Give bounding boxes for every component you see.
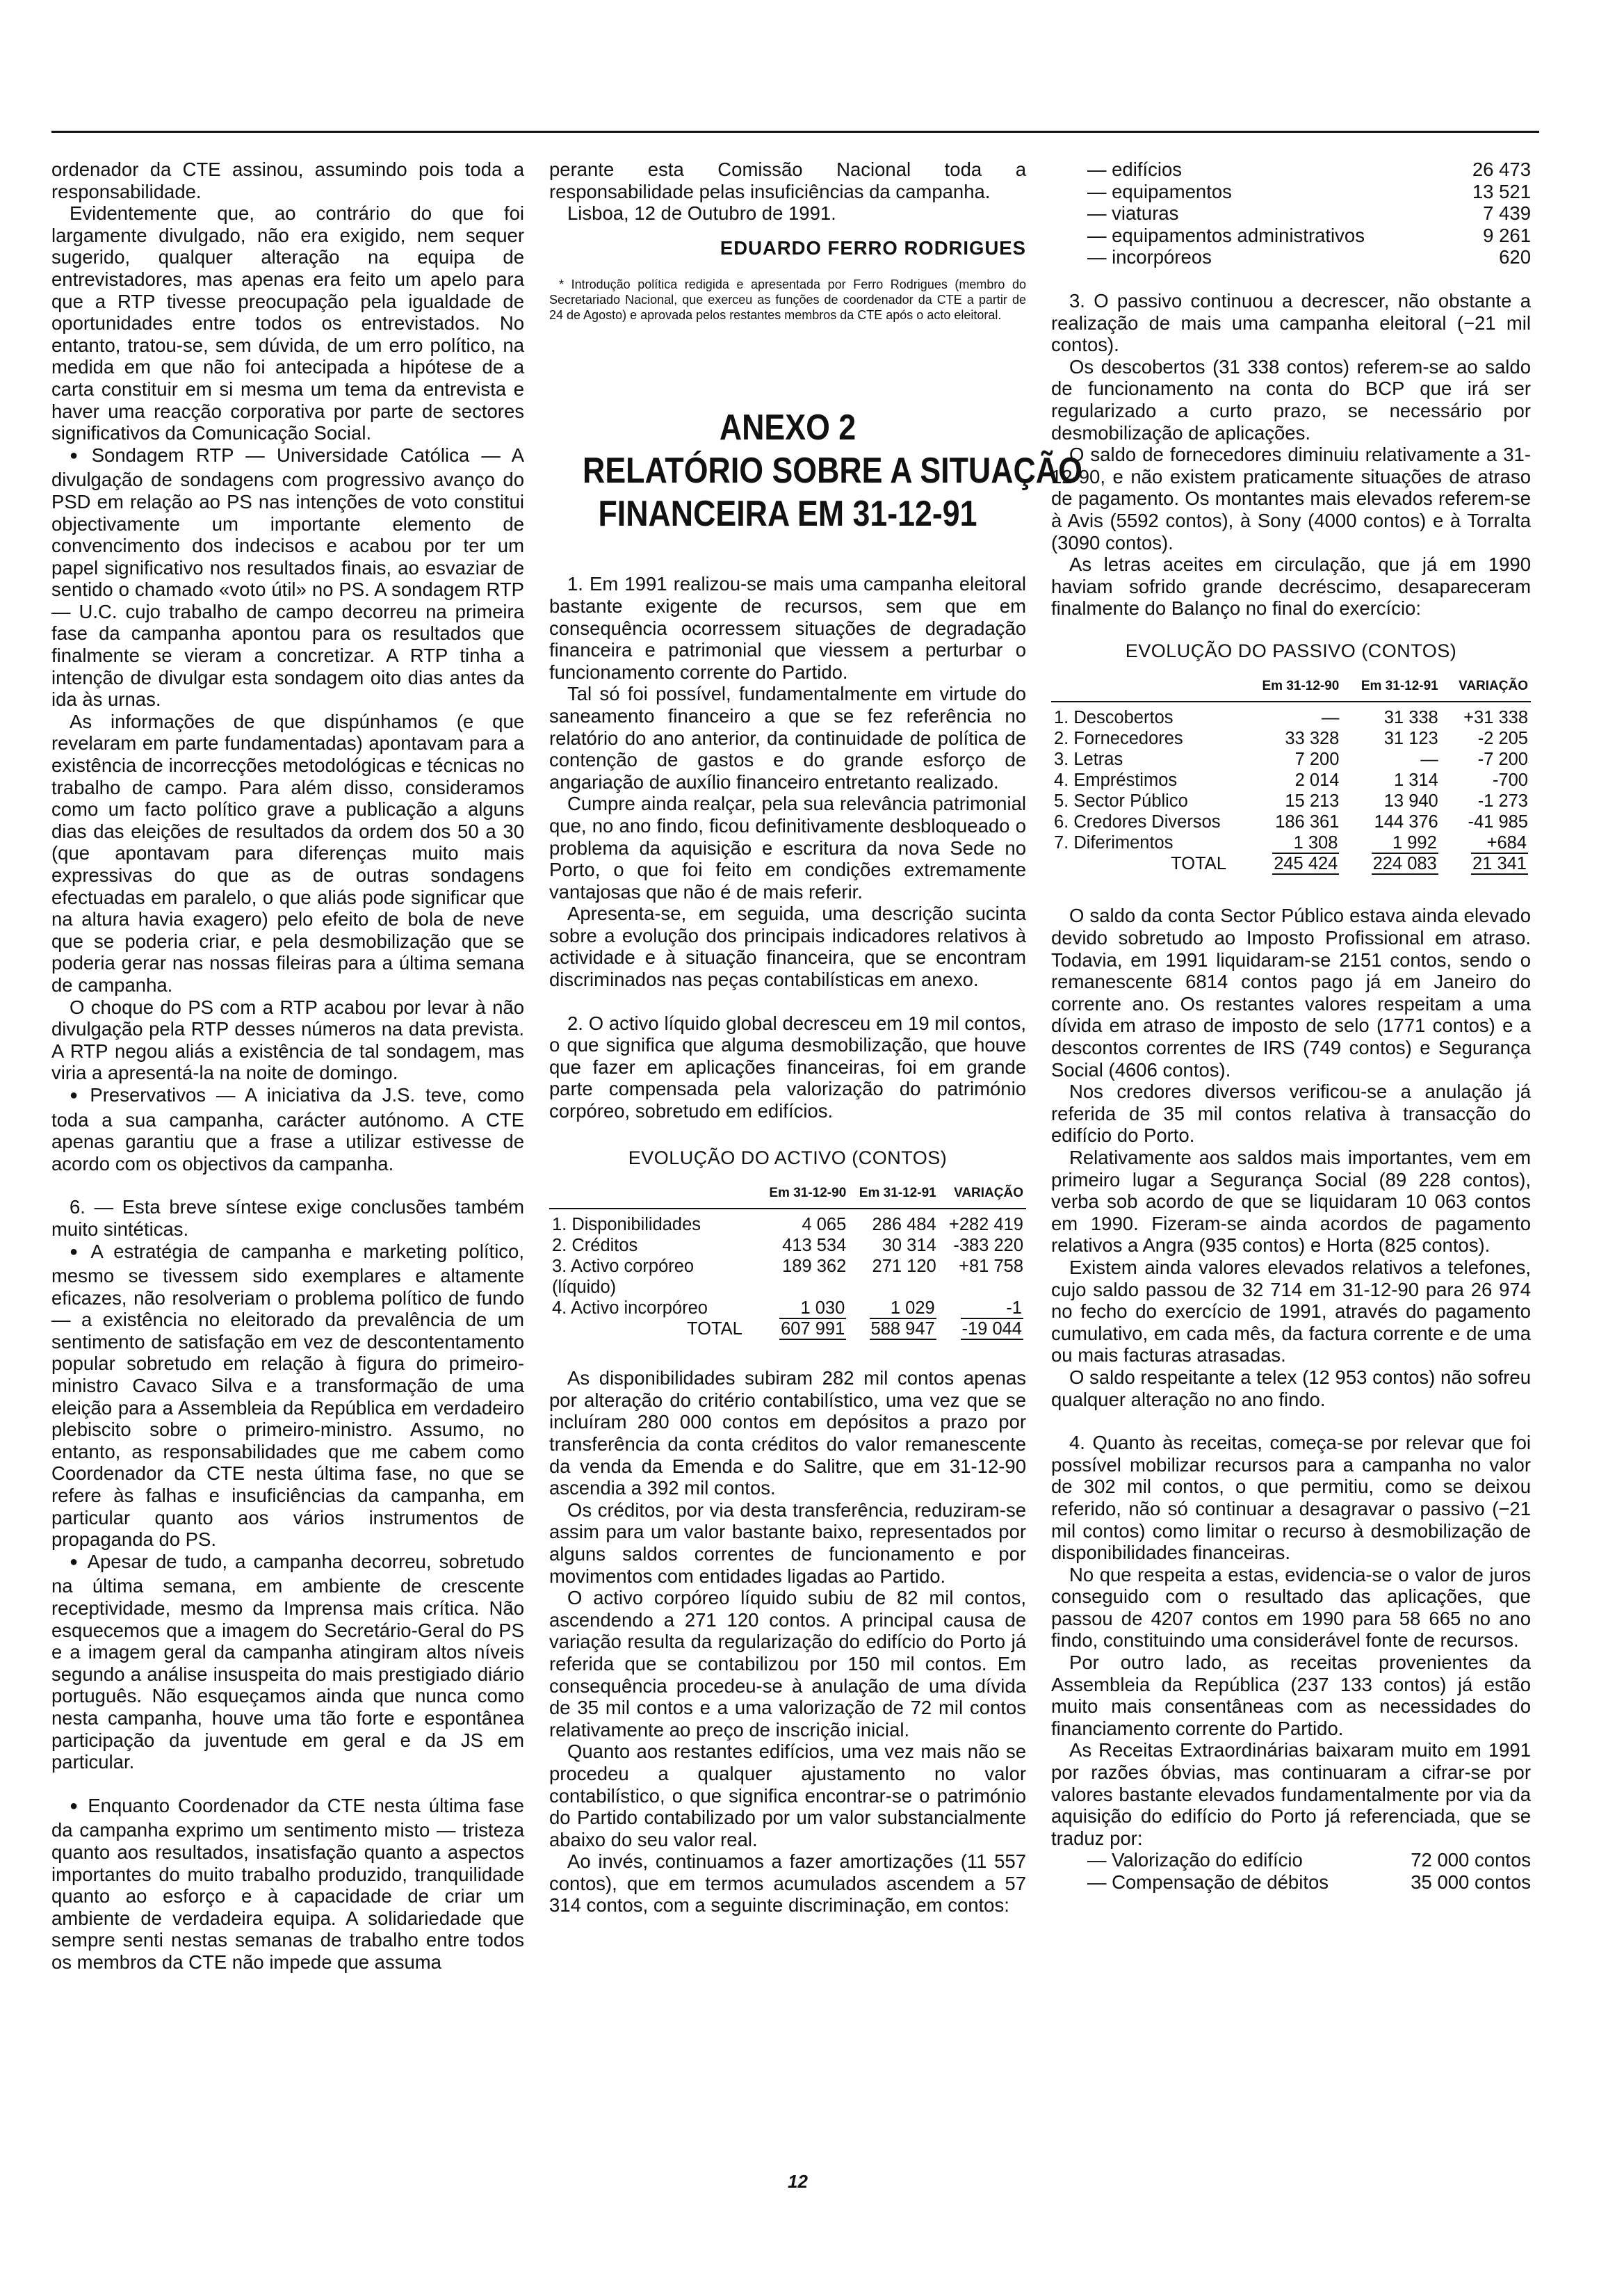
table-total-row xyxy=(549,1318,1026,1339)
paragraph: As Receitas Extraordinárias baixaram muito em 1991 por razões óbvias, mas continuaram a cifrar-se por valores bastante elevados fundamentalmente por via da aquisição do edifício do Porto já referenciada, que se traduz por: xyxy=(1051,1739,1531,1849)
row-label: 3. Letras xyxy=(1054,750,1123,770)
paragraph: perante esta Comissão Nacional toda a responsabilidade pelas insuficiências da campanha. xyxy=(549,159,1026,202)
column-3 xyxy=(1051,159,1531,1894)
table-row xyxy=(1051,707,1531,728)
table-row xyxy=(549,1256,1026,1298)
table-row xyxy=(549,1298,1026,1318)
table-header: Em 31-12-91 xyxy=(849,1183,939,1209)
list-item: — Compensação de débitos 35 000 contos xyxy=(1087,1871,1531,1893)
cell: — xyxy=(1420,750,1438,770)
paragraph: As disponibilidades subiram 282 mil contos apenas por alteração do critério contabilístico, uma vez que se incluíram 280 000 contos em depósitos a prazo por transferência da conta créditos do valor remanescente da venda da Emenda e do Salitre, que em 31-12-90 ascendia a 392 mil contos. xyxy=(549,1367,1026,1499)
row-label: 2. Fornecedores xyxy=(1054,729,1183,749)
cell: 245 424 xyxy=(1274,854,1338,874)
cell: -7 200 xyxy=(1477,750,1528,770)
paragraph: Nos credores diversos verificou-se a anulação já referida de 35 mil contos relativa à transacção do edifício do Porto. xyxy=(1051,1081,1531,1147)
cell: 588 947 xyxy=(870,1319,935,1339)
cell: -41 985 xyxy=(1468,812,1528,832)
list-item: — Valorização do edifício 72 000 contos xyxy=(1087,1849,1531,1871)
paragraph: No que respeita a estas, evidencia-se o valor de juros conseguido com o resultado das aplicações, que passou de 4207 contos em 1990 para 58 665 no ano findo, constituindo uma considerável fonte de recursos. xyxy=(1051,1563,1531,1652)
section-paragraph: 2. O activo líquido global decresceu em 19 mil contos, o que significa que alguma desmobilização, que houve que fazer em aplicações financeiras, foi em grande parte compensada pela valorização do património corpóreo, sobretudo em edifícios. xyxy=(549,1012,1026,1122)
row-label: 5. Sector Público xyxy=(1054,791,1188,812)
bullet-paragraph: ● A estratégia de campanha e marketing político, mesmo se tivessem sido exemplares e altamente eficazes, não resolveriam o problema político de fundo — a existência no eleitorado da prevalência de um sentimento de satisfação em vez de descontentamento popular sobretudo em relação à figura do primeiro-ministro Cavaco Silva e a transformação de uma eleição para a Assembleia da República em verdadeiro plebiscito sobre o primeiro-ministro. Assumo, no entanto, as responsabilidades que me cabem como Coordenador da CTE nesta última fase, no que se refere às falhas e insuficiências da campanha, em particular quanto aos vários instrumentos de propaganda do PS. xyxy=(51,1241,524,1551)
cell: 186 361 xyxy=(1275,812,1340,832)
table-row xyxy=(1051,791,1531,812)
paragraph: As informações de que dispúnhamos (e que revelaram em parte fundamentadas) apontavam para a existência de incorrecções metodológicas e técnicas no trabalho de campo. Para além disso, consideramos como um facto político grave a publicação a alguns dias das eleições de resultados da ordem dos 50 a 30 (que apontavam para diferenças muito mais expressivas do que as de outras sondagens efectuadas em paralelo, o que aliás pode significar que na altura havia exagero) pelo efeito de bola de neve que se poderia criar, e pela desmobilização que se poderia gerar nas nossas fileiras para a última semana de campanha. xyxy=(51,710,524,996)
cell: -2 205 xyxy=(1477,729,1528,749)
annex-title-line: FINANCEIRA EM 31-12-91 xyxy=(598,494,977,535)
cell: 33 328 xyxy=(1285,729,1340,749)
annex-heading xyxy=(583,406,1082,535)
footnote: * Introdução política redigida e apresentada por Ferro Rodrigues (membro do Secretariado Nacional, que exerceu as funções de coordenador da CTE a partir de 24 de Agosto) e aprovada pelos restantes membros da CTE após o acto eleitoral. xyxy=(549,277,1026,323)
signature: EDUARDO FERRO RODRIGUES xyxy=(720,236,1026,259)
cell: 413 534 xyxy=(782,1236,847,1256)
table-row xyxy=(1051,812,1531,832)
table-row xyxy=(1051,832,1531,853)
table-header: VARIAÇÃO xyxy=(1441,676,1531,702)
cell: 286 484 xyxy=(872,1215,936,1235)
table-total-row xyxy=(1051,853,1531,874)
paragraph: 1. Em 1991 realizou-se mais uma campanha eleitoral bastante exigente de recursos, sem que em consequência ocorressem situações de degradação financeira e patrimonial que viessem a perturbar o funcionamento corrente do Partido. xyxy=(549,573,1026,683)
cell: 31 338 xyxy=(1383,708,1438,728)
list-item: — viaturas 7 439 xyxy=(1087,202,1531,225)
section-paragraph: 6. — Esta breve síntese exige conclusões também muito sintéticas. xyxy=(51,1196,524,1240)
row-label: 1. Disponibilidades xyxy=(552,1215,701,1235)
paragraph: Ao invés, continuamos a fazer amortizações (11 557 contos), que em termos acumulados ascendem a 57 314 contos, com a seguinte discriminação, em contos: xyxy=(549,1850,1026,1916)
paragraph: Os créditos, por via desta transferência, reduziram-se assim para um valor bastante baixo, representados por alguns saldos correntes de funcionamento e por movimentos com entidades ligadas ao Partido. xyxy=(549,1499,1026,1587)
paragraph: O saldo de fornecedores diminuiu relativamente a 31-12-90, e não existem praticamente situações de atraso de pagamento. Os montantes mais elevados referem-se à Avis (5592 contos), à Sony (4000 contos) e à Torralta (3090 contos). xyxy=(1051,444,1531,554)
table-row xyxy=(1051,770,1531,791)
list-item: — edifícios 26 473 xyxy=(1087,159,1531,180)
cell: 31 123 xyxy=(1383,729,1438,749)
paragraph: Cumpre ainda realçar, pela sua relevância patrimonial que, no ano findo, ficou definitivamente desbloqueado o problema da aquisição e escritura da nova Sede no Porto, o que foi feito em condições extremamente vantajosas que não é de mais referir. xyxy=(549,793,1026,903)
paragraph: As letras aceites em circulação, que já em 1990 haviam sofrido grande decréscimo, desapareceram finalmente do Balanço no final do exercício: xyxy=(1051,554,1531,620)
paragraph: Por outro lado, as receitas provenientes da Assembleia da República (237 133 contos) já estão muito mais consentâneas com as necessidades do financiamento corrente do Partido. xyxy=(1051,1652,1531,1739)
cell: -19 044 xyxy=(961,1319,1022,1339)
table-header: Em 31-12-90 xyxy=(759,1183,849,1209)
cell: 144 376 xyxy=(1374,812,1438,832)
bullet-paragraph: ● Sondagem RTP — Universidade Católica — A divulgação de sondagens com progressivo avanço do PSD em relação ao PS nas intenções de voto constitui objectivamente um importante elemento de convencimento dos indecisos e acabou por ter um papel significativo nos resultados finais, ao esvaziar de sentido o chamado «voto útil» no PS. A sondagem RTP — U.C. cujo trabalho de campo decorreu na primeira fase da campanha apontou para os resultados que finalmente se vieram a concretizar. A RTP tinha a intenção de divulgar esta sondagem oito dias antes da ida às urnas. xyxy=(51,444,524,711)
cell: 15 213 xyxy=(1285,791,1340,812)
cell: 1 030 xyxy=(800,1298,845,1318)
section-paragraph: 3. O passivo continuou a decrescer, não obstante a realização de mais uma campanha eleitoral (−21 mil contos). xyxy=(1051,289,1531,356)
total-label: TOTAL xyxy=(687,1319,742,1339)
cell: 1 992 xyxy=(1392,833,1437,853)
table-row xyxy=(1051,728,1531,749)
cell: +31 338 xyxy=(1463,708,1528,728)
cell: 1 308 xyxy=(1293,833,1338,853)
row-label: 3. Activo corpóreo (líquido) xyxy=(552,1257,695,1298)
cell: -383 220 xyxy=(953,1236,1023,1256)
bullet-paragraph: ● Apesar de tudo, a campanha decorreu, sobretudo na última semana, em ambiente de crescente receptividade, mesmo da Imprensa mais crítica. Não esquecemos que a imagem do Secretário-Geral do PS e a imagem geral da campanha atingiram altos níveis segundo a análise insuspeita do mais prestigiado diário português. Não esqueçamos ainda que nunca como nesta campanha, houve uma tão forte e espontânea participação da juventude em geral e da JS em particular. xyxy=(51,1551,524,1773)
receitas-list xyxy=(1051,1849,1531,1893)
paragraph: O choque do PS com a RTP acabou por levar à não divulgação pela RTP desses números na data prevista. A RTP negou aliás a existência de tal sondagem, mas viria a apresentá-la na noite de domingo. xyxy=(51,996,524,1084)
cell: 224 083 xyxy=(1372,854,1437,874)
paragraph: Relativamente aos saldos mais importantes, vem em primeiro lugar a Segurança Social (89 228 contos), verba sob acordo de que se liquidaram 10 063 contos em 1990. Fizeram-se ainda acordos de pagamento relativos a Angra (935 contos) e Horta (825 contos). xyxy=(1051,1147,1531,1257)
paragraph: O activo corpóreo líquido subiu de 82 mil contos, ascendendo a 271 120 contos. A principal causa de variação resulta da regularização do edifício do Porto já referida que se contabilizou por 150 mil contos. Em consequência procedeu-se à anulação de uma dívida de 35 mil contos e a uma valorização de 72 mil contos relativamente ao preço de inscrição inicial. xyxy=(549,1587,1026,1741)
table-title: EVOLUÇÃO DO ACTIVO (CONTOS) xyxy=(628,1147,948,1168)
list-item: — equipamentos 13 521 xyxy=(1087,180,1531,202)
paragraph: Apresenta-se, em seguida, uma descrição sucinta sobre a evolução dos principais indicadores relativos à actividade e à situação financeira, que se encontram discriminados nas peças contabilísticas em anexo. xyxy=(549,903,1026,991)
table-title: EVOLUÇÃO DO PASSIVO (CONTOS) xyxy=(1125,640,1457,661)
list-item: — incorpóreos 620 xyxy=(1087,246,1531,268)
table-header: VARIAÇÃO xyxy=(939,1183,1026,1209)
cell: -1 273 xyxy=(1477,791,1528,812)
paragraph: Quanto aos restantes edifícios, uma vez mais não se procedeu a qualquer ajustamento no valor contabilístico, o que significa encontrar-se o património do Partido contabilizado por um valor substancialmente abaixo do seu valor real. xyxy=(549,1741,1026,1850)
cell: 1 029 xyxy=(890,1298,935,1318)
paragraph: O saldo da conta Sector Público estava ainda elevado devido sobretudo ao Imposto Profissional em atraso. Todavia, em 1991 liquidaram-se 2151 contos, sendo o remanescente 6814 contos pago já em Janeiro do corrente ano. Os restantes valores respeitam a uma dívida em atraso de imposto de selo (1771 contos) e a descontos correntes de IRS (749 contos) e Segurança Social (4606 contos). xyxy=(1051,905,1531,1081)
activo-table xyxy=(549,1183,1026,1339)
table-header-blank xyxy=(1051,676,1243,702)
list-item: — equipamentos administrativos 9 261 xyxy=(1087,224,1531,246)
activo-table-block xyxy=(549,1147,1026,1340)
row-label: 2. Créditos xyxy=(552,1236,638,1256)
cell: 607 991 xyxy=(781,1319,845,1339)
page-number: 12 xyxy=(788,2171,808,2192)
annex-title-line: ANEXO 2 xyxy=(719,407,856,449)
cell: +81 758 xyxy=(959,1257,1023,1277)
table-header: Em 31-12-91 xyxy=(1342,676,1440,702)
cell: 13 940 xyxy=(1383,791,1438,812)
bullet-paragraph: ● Preservativos — A iniciativa da J.S. teve, como toda a sua campanha, carácter autónomo. A CTE apenas garantiu que a frase a utilizar estivesse de acordo com os objectivos da campanha. xyxy=(51,1084,524,1175)
cell: +282 419 xyxy=(948,1215,1023,1235)
paragraph: ordenador da CTE assinou, assumindo pois toda a responsabilidade. xyxy=(51,159,524,202)
cell: -700 xyxy=(1492,770,1528,791)
total-label: TOTAL xyxy=(1171,854,1226,874)
cell: 30 314 xyxy=(882,1236,936,1256)
cell: — xyxy=(1321,708,1340,728)
cell: 189 362 xyxy=(782,1257,847,1277)
cell: 2 014 xyxy=(1294,770,1340,791)
row-label: 1. Descobertos xyxy=(1054,708,1174,728)
cell: 7 200 xyxy=(1294,750,1340,770)
cell: 271 120 xyxy=(872,1257,936,1277)
bullet-paragraph: ● Enquanto Coordenador da CTE nesta última fase da campanha exprimo um sentimento misto — tristeza quanto aos resultados, insatisfação quanto a aspectos importantes do muito trabalho produzido, tranquilidade quanto ao esforço e à capacidade de criar um ambiente de verdadeira equipa. A solidariedade que sempre senti nestas semanas de trabalho entre todos os membros da CTE não impede que assuma xyxy=(51,1795,524,1974)
cell: 21 341 xyxy=(1472,854,1527,874)
paragraph: Existem ainda valores elevados relativos a telefones, cujo saldo passou de 32 714 em 31-12-90 para 26 974 no fecho do exercício de 1991, através do pagamento cumulativo, em cada mês, da factura corrente e de uma ou mais facturas atrasadas. xyxy=(1051,1256,1531,1366)
cell: 1 314 xyxy=(1393,770,1438,791)
top-rule xyxy=(51,131,1539,133)
paragraph: Tal só foi possível, fundamentalmente em virtude do saneamento financeiro a que se fez referência no relatório do ano anterior, da continuidade de política de contenção de gastos e do grande esforço de angariação de auxílio financeiro entretanto realizado. xyxy=(549,683,1026,793)
table-row xyxy=(549,1235,1026,1256)
amortization-list xyxy=(1051,159,1531,268)
paragraph: Evidentemente que, ao contrário do que foi largamente divulgado, não era exigido, nem sequer sugerido, qualquer alteração na equipa de entrevistadores, mas apenas era feito um apelo para que a RTP tivesse preocupação pela igualdade de oportunidades entre todos os entrevistados. No entanto, tratou-se, sem dúvida, de um erro político, na medida em que não foi antecipada a hipótese de a carta constituir em si mesma um tema da entrevista e haver uma reacção corporativa por parte de sectores significativos da Comunicação Social. xyxy=(51,202,524,444)
row-label: 7. Diferimentos xyxy=(1054,833,1174,853)
cell: +684 xyxy=(1486,833,1527,853)
row-label: 6. Credores Diversos xyxy=(1054,812,1221,832)
cell: -1 xyxy=(1006,1298,1022,1318)
row-label: 4. Activo incorpóreo xyxy=(552,1298,708,1318)
table-row xyxy=(1051,749,1531,770)
column-2 xyxy=(549,159,1082,1916)
row-label: 4. Empréstimos xyxy=(1054,770,1178,791)
table-header: Em 31-12-90 xyxy=(1243,676,1342,702)
table-header-blank xyxy=(549,1183,759,1209)
passivo-table-block xyxy=(1051,640,1531,875)
passivo-table xyxy=(1051,676,1531,874)
table-row xyxy=(549,1214,1026,1235)
annex-title-line: RELATÓRIO SOBRE A SITUAÇÃO xyxy=(583,451,1082,492)
paragraph: Os descobertos (31 338 contos) referem-se ao saldo de funcionamento na conta do BCP que irá ser regularizado a curto prazo, se necessário por desmobilização de aplicações. xyxy=(1051,355,1531,444)
section-paragraph: 4. Quanto às receitas, começa-se por relevar que foi possível mobilizar recursos para a campanha no valor de 302 mil contos, o que permitiu, como se deixou referido, não só continuar a desagravar o passivo (−21 mil contos) como limitar o recurso à desmobilização de disponibilidades financeiras. xyxy=(1051,1432,1531,1564)
date-line: Lisboa, 12 de Outubro de 1991. xyxy=(567,202,836,225)
paragraph: O saldo respeitante a telex (12 953 contos) não sofreu qualquer alteração no ano findo. xyxy=(1051,1366,1531,1410)
column-1 xyxy=(51,159,524,1974)
cell: 4 065 xyxy=(802,1215,847,1235)
